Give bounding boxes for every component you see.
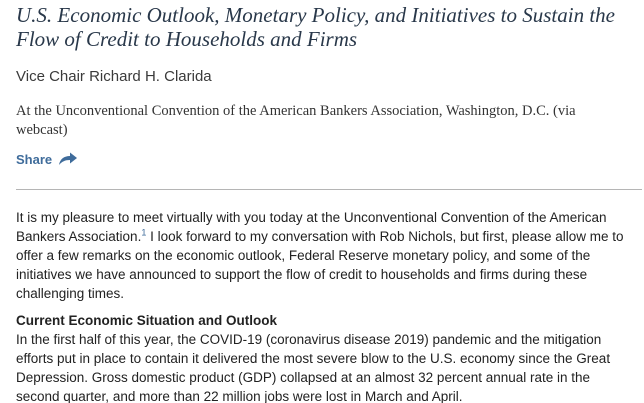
page-title: U.S. Economic Outlook, Monetary Policy, and Initiatives to Sustain the Flow of Credit to Households and Firms xyxy=(16,3,615,51)
footnote-link[interactable]: 1 xyxy=(141,227,147,238)
share-label: Share xyxy=(16,151,53,167)
intro-text-end: I look forward to my conversation with Rob Nichols, but first, please allow me to offer a few remarks on the economic outlook, Federal Reserve monetary policy, and some of the initiatives we have announced to support the flow of credit to households and firms during these challenging times. xyxy=(16,229,624,301)
section-heading: Current Economic Situation and Outlook xyxy=(16,313,278,328)
event-location: At the Unconventional Convention of the American Bankers Association, Washington, D.C. (via webcast) xyxy=(16,103,576,138)
speaker-name: Vice Chair Richard H. Clarida xyxy=(16,68,212,85)
section-divider xyxy=(16,189,642,190)
intro-paragraph xyxy=(16,208,628,303)
outlook-paragraph: In the first half of this year, the COVID-19 (coronavirus disease 2019) pandemic and the mitigation efforts put in place to contain it delivered the most severe blow to the U.S. economy since the Great Depression. Gross domestic product (GDP) collapsed at an almost 32 percent annual rate in the second quarter, and more than 22 million jobs were lost in March and April. xyxy=(16,332,611,403)
intro-text-start: It is my pleasure to meet virtually with you today at the Unconventional Convention of the American Bankers Association. xyxy=(16,210,607,244)
share-button[interactable] xyxy=(16,151,78,167)
share-arrow-icon xyxy=(58,151,78,167)
